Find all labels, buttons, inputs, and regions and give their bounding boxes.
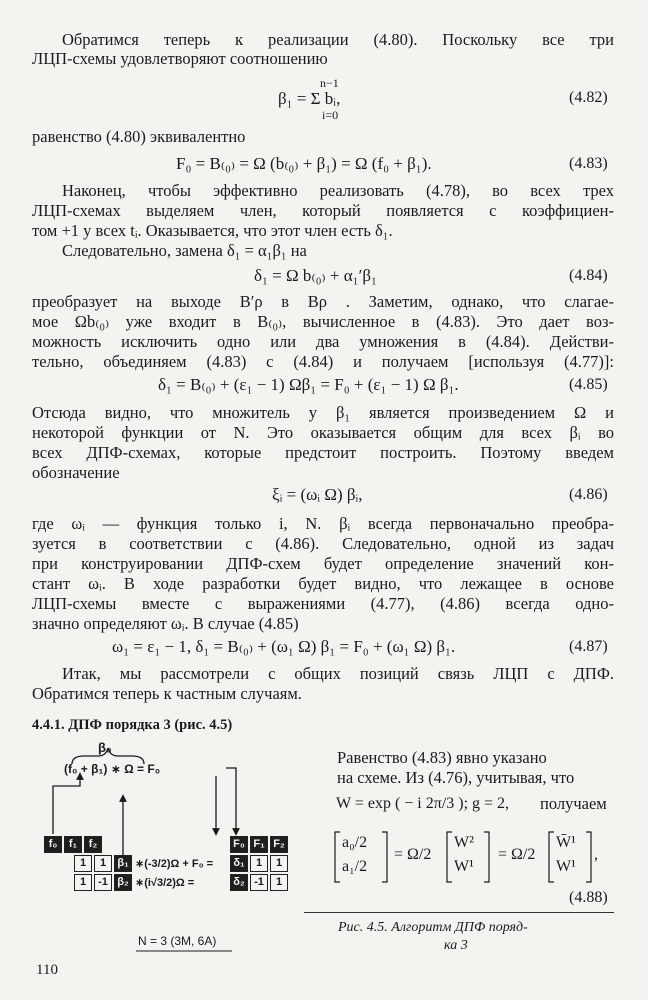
matrix-entry: W¹ xyxy=(454,858,474,875)
input-cell-f0: f₀ xyxy=(44,836,62,853)
sum-upper-limit: n−1 xyxy=(320,76,339,90)
section-heading: 4.4.1. ДПФ порядка 3 (рис. 4.5) xyxy=(32,717,233,733)
matrix-operator: = Ω/2 xyxy=(394,846,432,863)
text-line: тельно, объединяем (4.83) с (4.84) и получаем [используя (4.77)]: xyxy=(32,352,614,371)
beta0-label: β₀ xyxy=(98,740,112,755)
equation-w-definition: W = exp ( − i 2π/3 ); g = 2, xyxy=(336,795,510,812)
matrix-entry: a₁/2 xyxy=(342,858,368,875)
text-line: Итак, мы рассмотрели с общих позиций связь ЛЦП с ДПФ. xyxy=(62,664,614,683)
text-line: Обратимся теперь к реализации (4.80). Поскольку все три xyxy=(62,30,614,49)
text-line: Отсюда видно, что множитель у β₁ является произведением Ω и xyxy=(32,403,614,422)
page-number: 110 xyxy=(36,962,58,978)
equation-number: (4.82) xyxy=(569,89,608,106)
matrix-cell: -1 xyxy=(94,874,112,891)
text-line: значно определяют ωᵢ. В случае (4.85) xyxy=(32,614,299,633)
input-cell-f2: f₂ xyxy=(84,836,102,853)
text-line: на схеме. Из (4.76), учитывая, что xyxy=(337,768,575,787)
text-line: мое Ωb₍₀₎ уже входит в B₍₀₎, вычисленное в (4.83). Это дает воз- xyxy=(32,312,614,331)
matrix-brackets xyxy=(332,830,622,886)
output-cell-F0: F₀ xyxy=(230,836,248,853)
equation-number: (4.85) xyxy=(569,376,608,393)
text-line: преобразует на выходе B′ρ в Bρ . Заметим, однако, что слагае- xyxy=(32,292,614,311)
out-matrix-cell-delta1: δ₁ xyxy=(230,855,248,872)
text-line: стант ωᵢ. В ходе разработки будет видно, что лежащее в основе xyxy=(32,574,614,593)
text-line: Обратимся теперь к частным случаям. xyxy=(32,684,302,703)
text-line: Равенство (4.83) явно указано xyxy=(337,748,547,767)
text-line: ЛЦП-схемах выделяем член, который появляется с коэффициен- xyxy=(32,201,614,220)
bracket-left xyxy=(447,832,452,882)
text-line: получаем xyxy=(540,794,607,813)
text-line: всех ДПФ-схемах, которые предстоит построить. Поэтому введем xyxy=(32,443,614,462)
text-line: где ωᵢ — функция только i, N. βᵢ всегда первоначально преобра- xyxy=(32,514,614,533)
caption-rule xyxy=(304,912,614,913)
bracket-right xyxy=(586,832,591,882)
top-expression: (f₀ + β₁) ∗ Ω = F₀ xyxy=(64,762,161,776)
out-matrix-cell: 1 xyxy=(250,855,268,872)
output-cell-F1: F₁ xyxy=(250,836,268,853)
bracket-right xyxy=(484,832,489,882)
text-line: можность исключить одно или два умножения в (4.84). Действи- xyxy=(32,332,614,351)
matrix-entry: a₀/2 xyxy=(342,834,368,851)
output-cell-F2: F₂ xyxy=(270,836,288,853)
equation-number: (4.87) xyxy=(569,638,608,655)
text-line: Наконец, чтобы эффективно реализовать (4.78), во всех трех xyxy=(62,181,614,200)
matrix-cell-beta2: β₂ xyxy=(114,874,132,891)
bracket-left xyxy=(549,832,554,882)
equation-number: (4.86) xyxy=(569,486,608,503)
matrix-cell: 1 xyxy=(94,855,112,872)
out-matrix-cell: -1 xyxy=(250,874,268,891)
equation-number: (4.83) xyxy=(569,155,608,172)
equation-number: (4.84) xyxy=(569,267,608,284)
input-cell-f1: f₁ xyxy=(64,836,82,853)
equation-4-84: δ₁ = Ω b₍₀₎ + α₁′β₁ xyxy=(254,266,377,285)
equation-4-87: ω₁ = ε₁ − 1, δ₁ = B₍₀₎ + (ω₁ Ω) β₁ = F₀ + (ω₁ Ω) β₁. xyxy=(112,637,456,656)
equation-4-82: β₁ = Σ bᵢ, xyxy=(278,89,341,108)
bracket-left xyxy=(335,832,340,882)
text-line: том +1 у всех tᵢ. Оказывается, что этот член есть δ₁. xyxy=(32,221,393,240)
out-matrix-cell: 1 xyxy=(270,874,288,891)
text-line: Следовательно, замена δ₁ = α₁β₁ на xyxy=(62,241,307,260)
matrix-comma: , xyxy=(594,846,598,863)
figure-caption-line: ка 3 xyxy=(444,938,468,953)
matrix-entry: W¹ xyxy=(556,858,576,875)
equation-number: (4.88) xyxy=(569,889,608,906)
equation-4-86: ξᵢ = (ωᵢ Ω) βᵢ, xyxy=(272,485,363,504)
complexity-label: N = 3 (3M, 6A) xyxy=(138,934,217,948)
equation-4-83: F₀ = B₍₀₎ = Ω (b₍₀₎ + β₁) = Ω (f₀ + β₁). xyxy=(176,154,432,173)
text-line: обозначение xyxy=(32,463,120,482)
figure-4-5-diagram xyxy=(40,738,310,968)
matrix-entry: W̄¹ xyxy=(556,834,576,851)
matrix-cell-beta1: β₁ xyxy=(114,855,132,872)
multiplier-line: ∗(i√3/2)Ω = xyxy=(135,877,195,889)
text-line: зуется в соответствии с (4.86). Следовательно, одной из задач xyxy=(32,534,614,553)
matrix-entry: W² xyxy=(454,834,474,851)
text-line: ЛЦП-схемы удовлетворяют соотношению xyxy=(32,49,328,68)
arrow-f0 xyxy=(53,776,80,834)
out-matrix-cell-delta2: δ₂ xyxy=(230,874,248,891)
out-matrix-cell: 1 xyxy=(270,855,288,872)
arrow-F0-out xyxy=(226,768,236,832)
text-line: ЛЦП-схемы вместе с выражениями (4.77), (4.86) всегда одно- xyxy=(32,594,614,613)
text-line: равенство (4.80) эквивалентно xyxy=(32,127,246,146)
equation-4-85: δ₁ = B₍₀₎ + (ε₁ − 1) Ωβ₁ = F₀ + (ε₁ − 1) Ω β₁. xyxy=(158,375,459,394)
text-line: при конструировании ДПФ-схем будет определение значений кон- xyxy=(32,554,614,573)
matrix-operator: = Ω/2 xyxy=(498,846,536,863)
matrix-cell: 1 xyxy=(74,855,92,872)
matrix-cell: 1 xyxy=(74,874,92,891)
bracket-right xyxy=(382,832,387,882)
multiplier-line: ∗(-3/2)Ω + F₀ = xyxy=(135,858,214,870)
figure-caption-line: Рис. 4.5. Алгоритм ДПФ поряд- xyxy=(338,920,528,935)
sum-lower-limit: i=0 xyxy=(322,108,339,122)
text-line: некоторой функции от N. Это оказывается общим для всех βᵢ во xyxy=(32,423,614,442)
